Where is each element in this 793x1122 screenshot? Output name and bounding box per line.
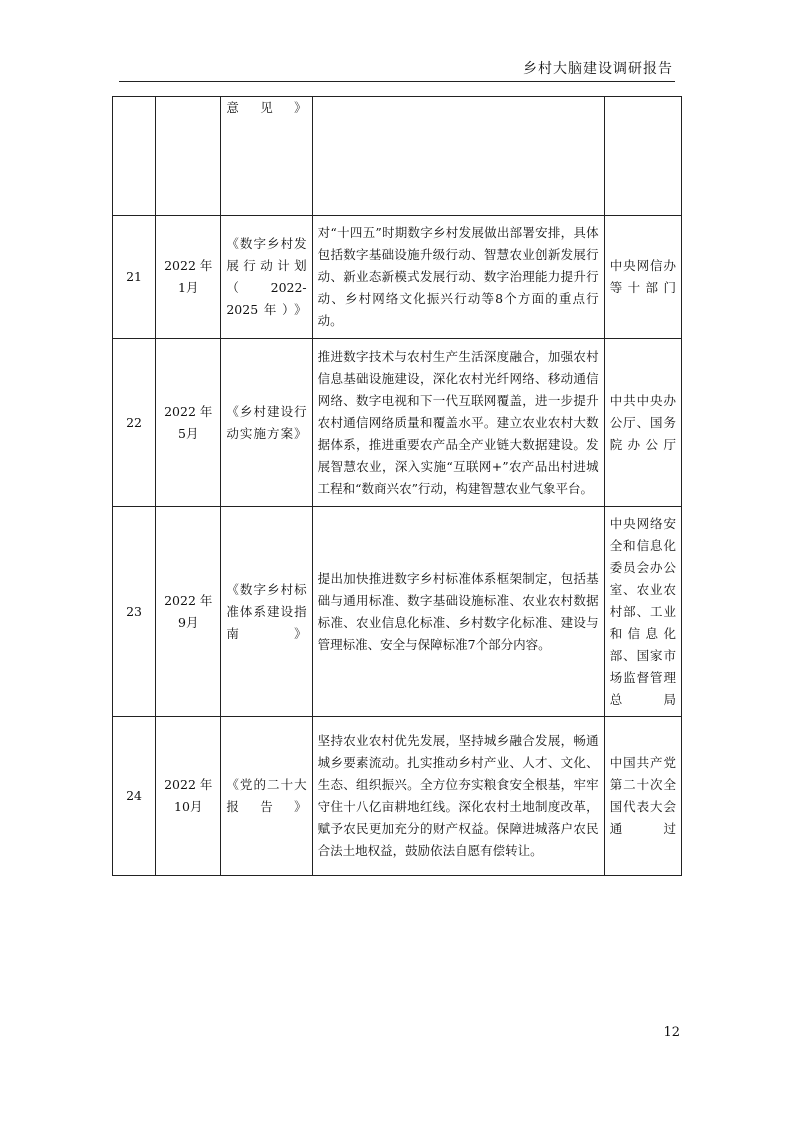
row-org: 中央网信办等十部门 — [604, 216, 681, 339]
row-org: 中共中央办公厅、国务院办公厅 — [604, 339, 681, 507]
row-content — [312, 97, 604, 216]
row-content: 坚持农业农村优先发展，坚持城乡融合发展，畅通城乡要素流动。扎实推动乡村产业、人才、文化、生态、组织振兴。全方位夯实粮食安全根基，牢牢守住十八亿亩耕地红线。深化农村土地制度改革，赋予农民更加充分的财产权益。保障进城落户农民合法土地权益，鼓励依法自愿有偿转让。 — [312, 717, 604, 876]
table-row — [113, 717, 682, 876]
row-number — [113, 97, 156, 216]
row-number: 21 — [113, 216, 156, 339]
table-row — [113, 507, 682, 717]
page-header-title: 乡村大脑建设调研报告 — [523, 61, 673, 77]
table-row — [113, 339, 682, 507]
row-number: 23 — [113, 507, 156, 717]
table-row — [113, 216, 682, 339]
row-date — [156, 97, 221, 216]
row-policy-name: 《数字乡村发展行动计划（2022-2025年）》 — [221, 216, 312, 339]
row-date: 2022 年 10月 — [156, 717, 221, 876]
row-content: 推进数字技术与农村生产生活深度融合，加强农村信息基础设施建设，深化农村光纤网络、移动通信网络、数字电视和下一代互联网覆盖，进一步提升农村通信网络质量和覆盖水平。建立农业农村大数据体系，推进重要农产品全产业链大数据建设。发展智慧农业，深入实施“互联网+”农产品出村进城工程和“数商兴农”行动，构建智慧农业气象平台。 — [312, 339, 604, 507]
row-date: 2022 年 5月 — [156, 339, 221, 507]
table-row-continued — [113, 97, 682, 216]
row-org: 中央网络安全和信息化委员会办公室、农业农村部、工业和信息化部、国家市场监督管理总局 — [604, 507, 681, 717]
row-content: 提出加快推进数字乡村标准体系框架制定，包括基础与通用标准、数字基础设施标准、农业农村数据标准、农业信息化标准、乡村数字化标准、建设与管理标准、安全与保障标准7个部分内容。 — [312, 507, 604, 717]
row-date: 2022 年 1月 — [156, 216, 221, 339]
row-policy-name: 《数字乡村标准体系建设指南》 — [221, 507, 312, 717]
row-number: 24 — [113, 717, 156, 876]
row-policy-name: 《党的二十大报告》 — [221, 717, 312, 876]
row-date: 2022 年 9月 — [156, 507, 221, 717]
policy-table — [112, 96, 682, 876]
row-org — [604, 97, 681, 216]
row-policy-name: 意见》 — [221, 97, 312, 216]
page-number: 12 — [663, 1025, 680, 1040]
row-policy-name: 《乡村建设行动实施方案》 — [221, 339, 312, 507]
header-divider — [119, 81, 675, 82]
row-number: 22 — [113, 339, 156, 507]
row-content: 对“十四五”时期数字乡村发展做出部署安排，具体包括数字基础设施升级行动、智慧农业创新发展行动、新业态新模式发展行动、数字治理能力提升行动、乡村网络文化振兴行动等8个方面的重点行动。 — [312, 216, 604, 339]
row-org: 中国共产党第二十次全国代表大会通过 — [604, 717, 681, 876]
